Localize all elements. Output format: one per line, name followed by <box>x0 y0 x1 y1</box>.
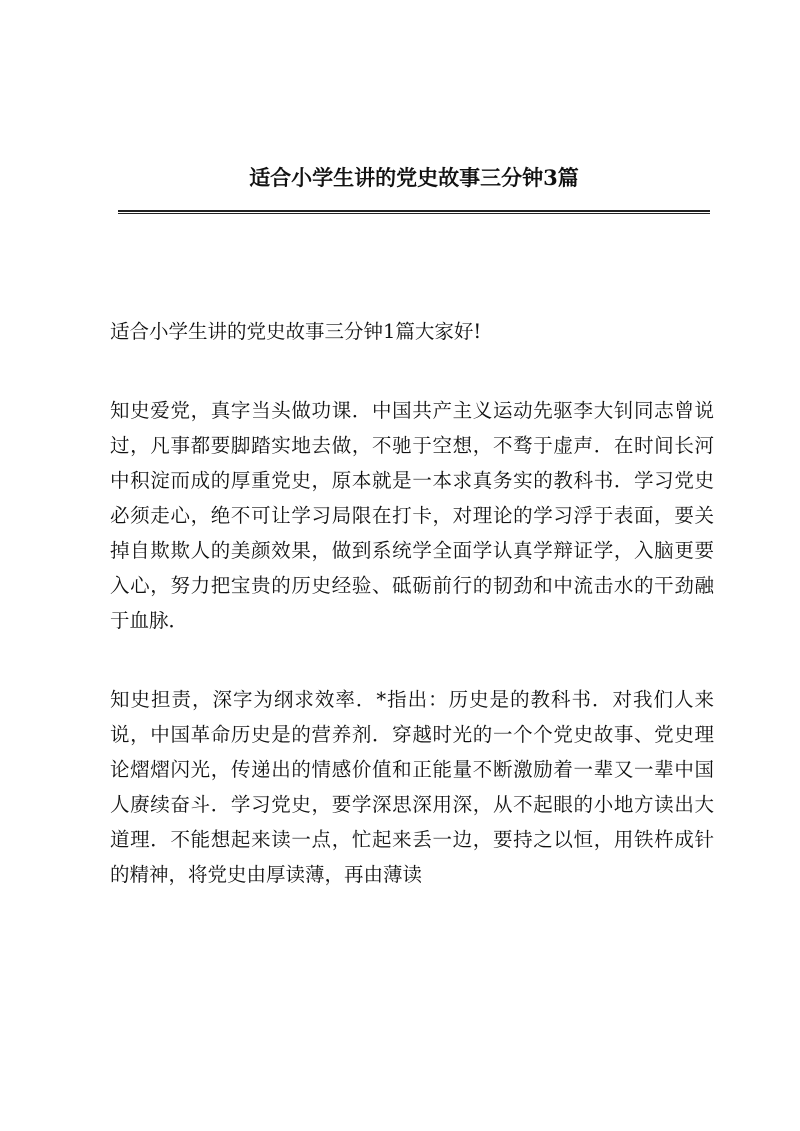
title-underline <box>118 210 710 214</box>
document-title: 适合小学生讲的党史故事三分钟3篇 <box>249 165 579 190</box>
paragraph-intro: 适合小学生讲的党史故事三分钟1篇大家好! <box>110 320 482 343</box>
document-body <box>110 314 714 936</box>
paragraph-2: 知史担责，深字为纲求效率．*指出：历史是的教科书．对我们人来说，中国革命历史是的营养剂．穿越时光的一个个党史故事、党史理论熠熠闪光，传递出的情感价值和正能量不断激励着一辈又一辈中国人赓续奋斗．学习党史，要学深思深用深，从不起眼的小地方读出大道理．不能想起来读一点，忙起来丢一边，要持之以恒，用铁杵成针的精神，将党史由厚读薄，再由薄读 <box>110 688 714 886</box>
paragraph-1: 知史爱党，真字当头做功课．中国共产主义运动先驱李大钊同志曾说过，凡事都要脚踏实地去做，不驰于空想，不骛于虚声．在时间长河中积淀而成的厚重党史，原本就是一本求真务实的教科书．学习党史必须走心，绝不可让学习局限在打卡，对理论的学习浮于表面，要关掉自欺欺人的美颜效果，做到系统学全面学认真学辩证学，入脑更要入心，努力把宝贵的历史经验、砥砺前行的韧劲和中流击水的干劲融于血脉． <box>110 399 714 632</box>
